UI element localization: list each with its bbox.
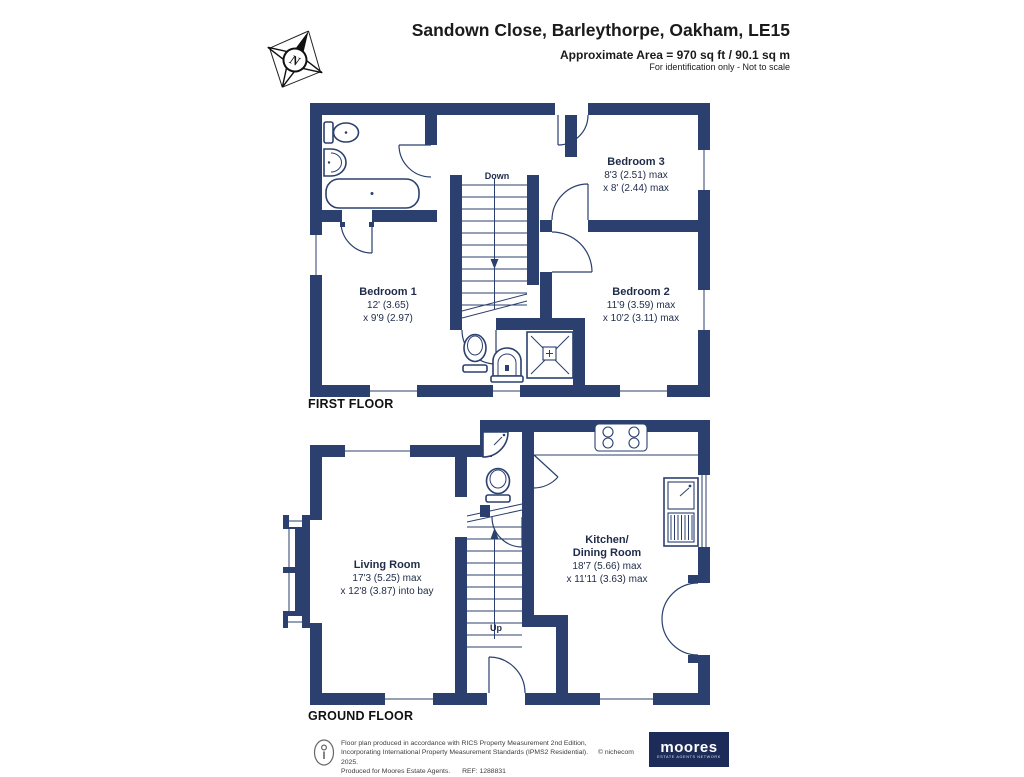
bedroom1-dim2: x 9'9 (2.97) <box>363 313 413 324</box>
first-floor-stairs <box>462 179 527 318</box>
wc-door <box>492 517 522 547</box>
bedroom2-dim2: x 10'2 (3.11) max <box>602 313 680 324</box>
compass-north-label: N <box>287 51 303 70</box>
kitchen-fixtures <box>534 424 698 546</box>
living-room-name: Living Room <box>353 559 421 571</box>
toilet-icon <box>324 122 333 143</box>
first-floor-plan <box>300 95 720 415</box>
ground-floor-plan <box>275 415 740 715</box>
sink-icon <box>324 149 346 176</box>
bedroom3-dim2: x 8' (2.44) max <box>603 183 669 194</box>
ground-floor-room-labels <box>340 534 647 633</box>
compass-icon <box>252 20 338 96</box>
nichecom-icon <box>313 739 335 766</box>
front-door <box>489 657 525 693</box>
bedroom1-name: Bedroom 1 <box>359 286 417 298</box>
bathroom-fixtures <box>324 122 419 208</box>
kitchen-dim1: 18'7 (5.66) max <box>572 561 642 572</box>
ground-floor-label: GROUND FLOOR <box>308 709 414 723</box>
bedroom3-dim1: 8'3 (2.51) max <box>604 170 668 181</box>
bedroom2-dim1: 11'9 (3.59) max <box>606 300 676 311</box>
living-room-dim2: x 12'8 (3.87) into bay <box>340 586 434 597</box>
hob-icon <box>595 424 647 451</box>
moores-logo-tagline: ESTATE AGENTS NETWORK <box>657 754 721 759</box>
footer-line2: Incorporating International Property Measurement Standards (IPMS2 Residential). © nichecom 2025. <box>341 749 634 766</box>
kitchen-name-line1: Kitchen/ <box>585 534 629 546</box>
bedroom2-name: Bedroom 2 <box>612 286 670 298</box>
stairs-down-label: Down <box>484 171 510 181</box>
french-doors <box>662 583 698 655</box>
footer-disclaimer <box>341 739 651 777</box>
footer-line1: Floor plan produced in accordance with RICS Property Measurement 2nd Edition, <box>341 740 587 747</box>
footer-ref: REF: 1288831 <box>462 768 506 776</box>
wc-fixtures <box>483 432 510 502</box>
sink-icon <box>493 348 521 376</box>
kitchen-dim2: x 11'11 (3.63) max <box>566 574 648 585</box>
stairs-up-label: Up <box>490 623 502 633</box>
shower-room-fixtures <box>463 332 573 382</box>
moores-logo-name: moores <box>660 738 718 756</box>
page-title: Sandown Close, Barleythorpe, Oakham, LE15 <box>411 20 790 40</box>
kitchen-door <box>534 455 558 488</box>
bedroom3-name: Bedroom 3 <box>607 156 665 168</box>
footer-line3: Produced for Moores Estate Agents. REF: 1288831 <box>341 768 506 776</box>
living-room-dim1: 17'3 (5.25) max <box>352 573 422 584</box>
moores-logo <box>649 732 729 767</box>
approximate-area: Approximate Area = 970 sq ft / 90.1 sq m <box>560 48 790 62</box>
footer-copyright: © nichecom 2025. <box>341 749 634 766</box>
scale-disclaimer: For identification only - Not to scale <box>649 62 790 72</box>
bedroom1-dim1: 12' (3.65) <box>367 300 409 311</box>
kitchen-name-line2: Dining Room <box>572 547 642 559</box>
first-floor-label: FIRST FLOOR <box>308 397 394 411</box>
